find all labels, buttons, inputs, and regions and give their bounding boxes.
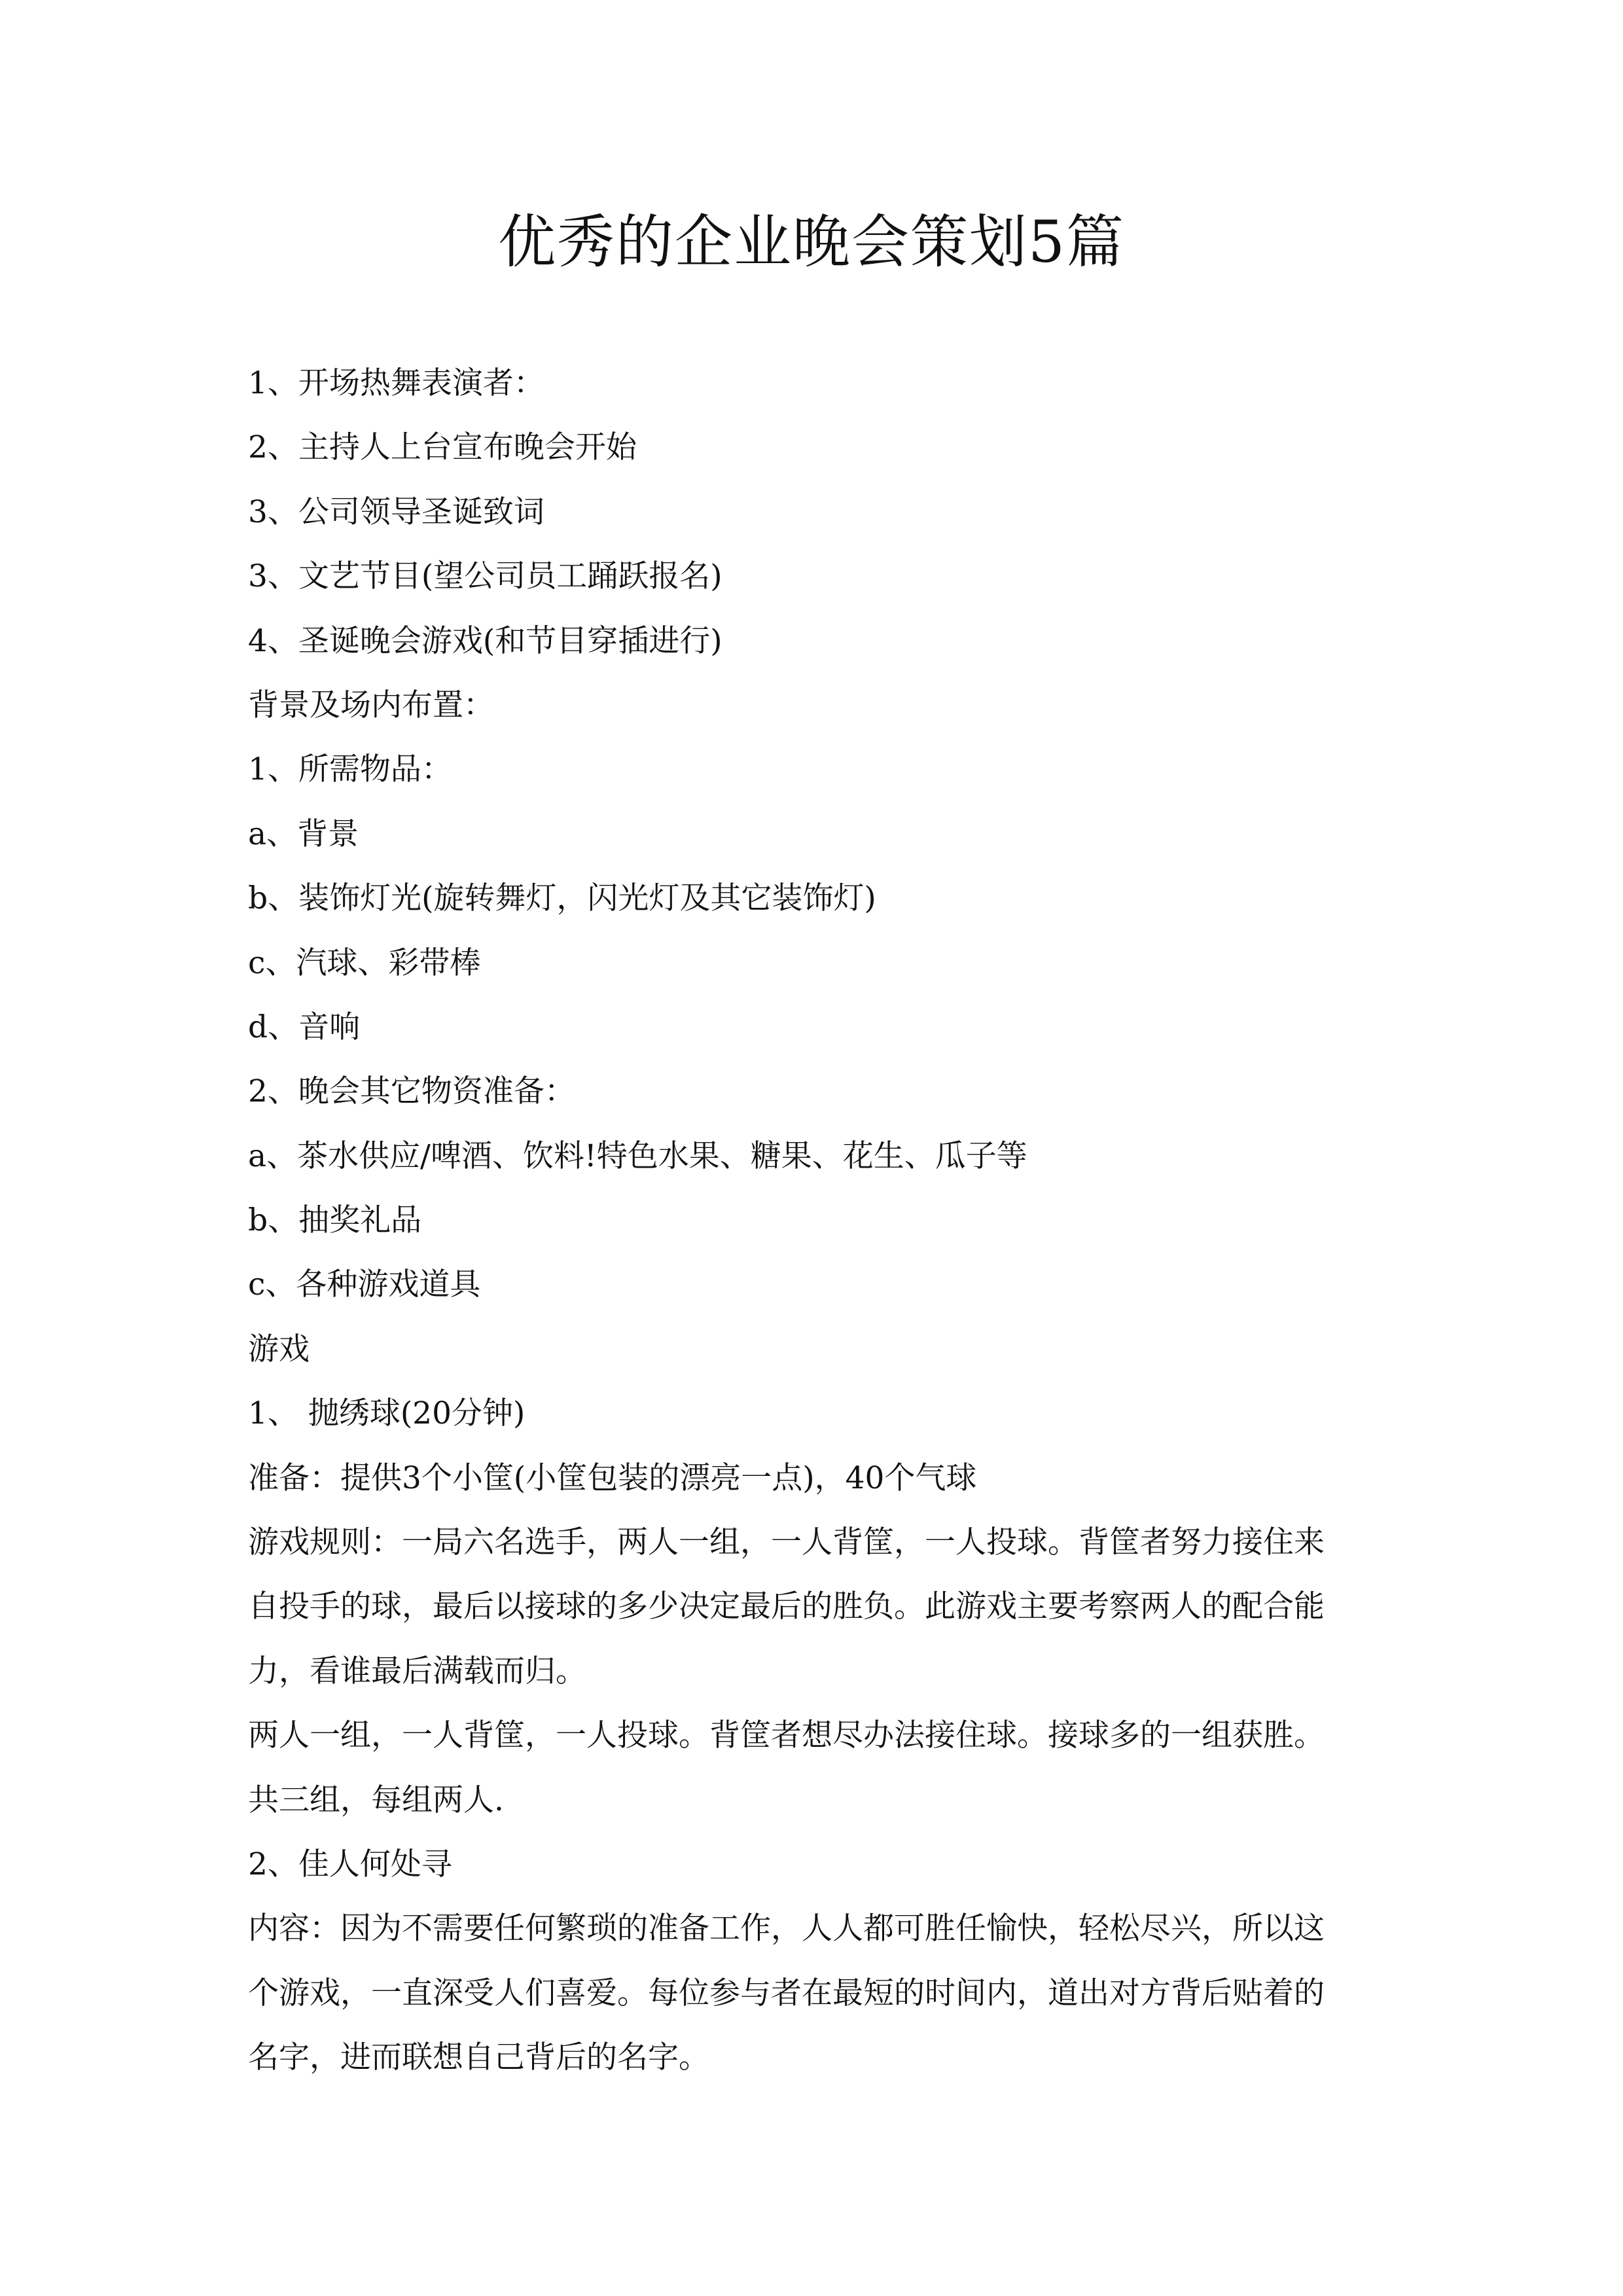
text-line: 自投手的球，最后以接球的多少决定最后的胜负。此游戏主要考察两人的配合能 — [248, 1588, 1325, 1625]
text-line: 游戏 — [248, 1331, 310, 1367]
text-line: c、各种游戏道具 — [248, 1266, 481, 1303]
text-line: a、茶水供应/啤酒、饮料!特色水果、糖果、花生、瓜子等 — [248, 1138, 1027, 1174]
text-line: 背景及场内布置： — [248, 687, 494, 723]
text-line: 2、主持人上台宣布晚会开始 — [248, 429, 637, 466]
text-line: 内容：因为不需要任何繁琐的准备工作，人人都可胜任愉快，轻松尽兴，所以这 — [248, 1910, 1325, 1947]
text-line: 1、开场热舞表演者： — [248, 365, 544, 401]
text-line: 共三组，每组两人. — [248, 1782, 504, 1818]
text-line: b、抽奖礼品 — [248, 1202, 422, 1239]
text-line: 4、圣诞晚会游戏(和节目穿插进行) — [248, 622, 722, 659]
text-line: 个游戏，一直深受人们喜爱。每位参与者在最短的时间内，道出对方背后贴着的 — [248, 1975, 1325, 2011]
text-line: 2、晚会其它物资准备： — [248, 1073, 575, 1110]
text-line: 两人一组，一人背筐，一人投球。背筐者想尽办法接住球。接球多的一组获胜。 — [248, 1717, 1325, 1754]
text-line: 游戏规则：一局六名选手，两人一组，一人背筐，一人投球。背筐者努力接住来 — [248, 1524, 1325, 1561]
text-line: 3、文艺节目(望公司员工踊跃报名) — [248, 558, 722, 595]
text-line: 2、佳人何处寻 — [248, 1846, 452, 1882]
text-line: 3、公司领导圣诞致词 — [248, 493, 544, 530]
document-body — [248, 351, 1426, 2090]
document-title: 优秀的企业晚会策划5篇 — [498, 208, 1125, 276]
text-line: c、汽球、彩带棒 — [248, 944, 481, 981]
text-line: 力，看谁最后满载而归。 — [248, 1653, 586, 1689]
text-line: 1、所需物品： — [248, 751, 452, 788]
text-line: d、音响 — [248, 1009, 361, 1045]
text-line: a、背景 — [248, 816, 359, 852]
text-line: b、装饰灯光(旋转舞灯，闪光灯及其它装饰灯) — [248, 880, 876, 917]
text-line: 1、 抛绣球(20分钟) — [248, 1395, 526, 1432]
text-line: 准备：提供3个小筐(小筐包装的漂亮一点)，40个气球 — [248, 1460, 977, 1496]
text-line: 名字，进而联想自己背后的名字。 — [248, 2039, 709, 2076]
